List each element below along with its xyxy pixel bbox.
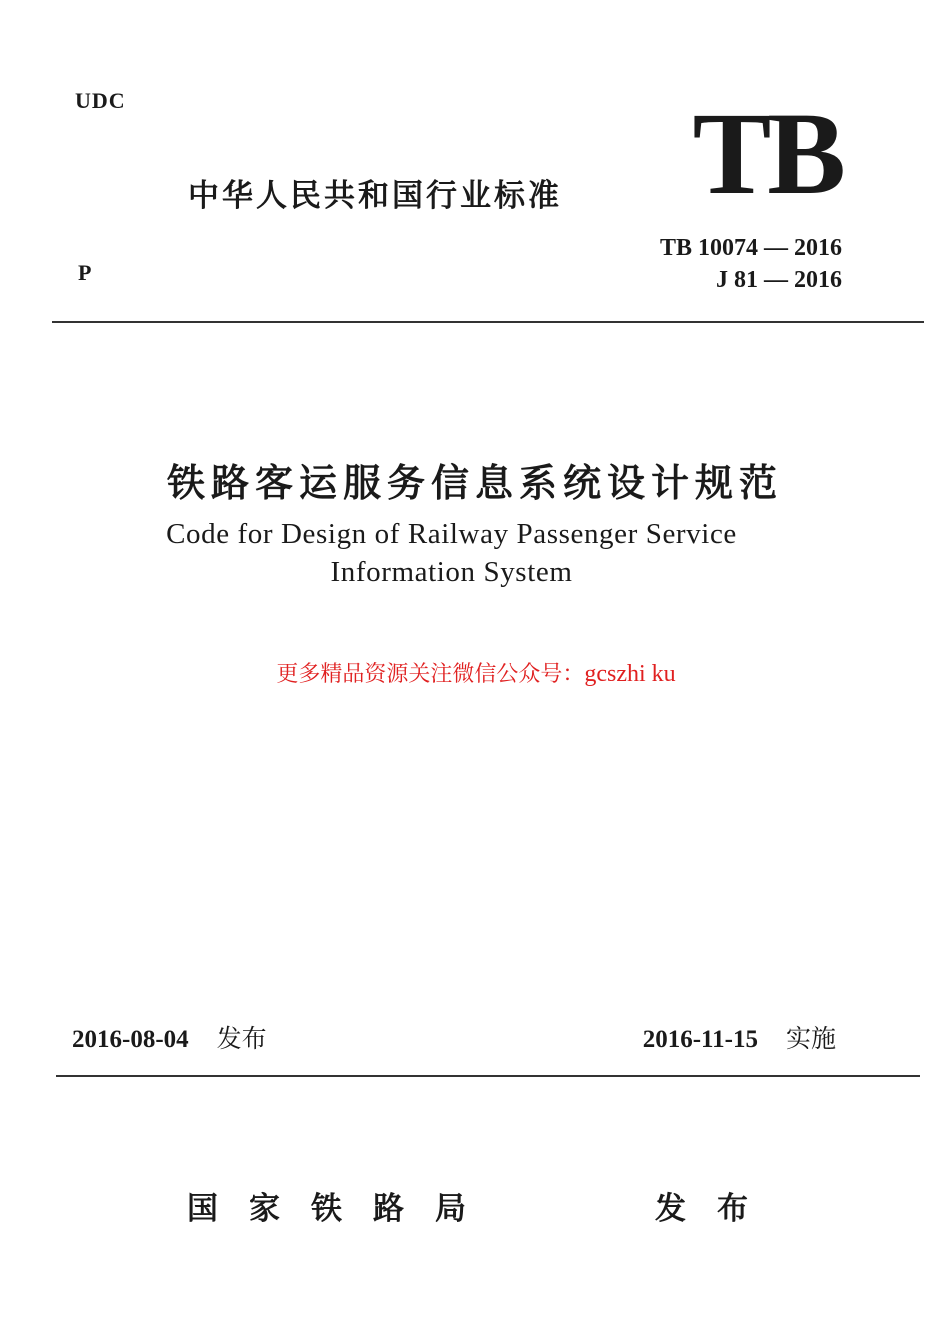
standard-numbers: [660, 232, 842, 296]
publish-label: 发布: [655, 1191, 779, 1227]
notice-text: 更多精品资源关注微信公众号：: [276, 662, 585, 687]
bottom-divider: [56, 1075, 920, 1077]
implement-label: 实施: [785, 1024, 836, 1053]
category-label: P: [78, 260, 92, 285]
notice-account: gcszhi ku: [584, 661, 676, 687]
title-english: [0, 515, 903, 591]
record-number: J 81 — 2016: [716, 267, 842, 293]
wechat-notice: [0, 657, 950, 688]
title-english-line2: Information System: [330, 556, 573, 588]
title-english-line1: Code for Design of Railway Passenger Service: [166, 518, 737, 550]
standard-number: TB 10074 — 2016: [659, 235, 842, 261]
title-chinese: 铁路客运服务信息系统设计规范: [166, 461, 783, 505]
top-divider: [52, 321, 924, 323]
standard-type: 中华人民共和国行业标准: [188, 178, 562, 214]
implement-date: 2016-11-15: [642, 1026, 758, 1053]
tb-logo: TB: [692, 88, 842, 219]
issue-date: 2016-08-04: [72, 1026, 189, 1053]
publisher: 国家铁路局: [187, 1191, 497, 1227]
implement-date-row: [643, 1020, 836, 1059]
issue-label: 发布: [216, 1024, 267, 1053]
issue-date-row: [72, 1020, 267, 1059]
udc-label: UDC: [75, 88, 126, 113]
